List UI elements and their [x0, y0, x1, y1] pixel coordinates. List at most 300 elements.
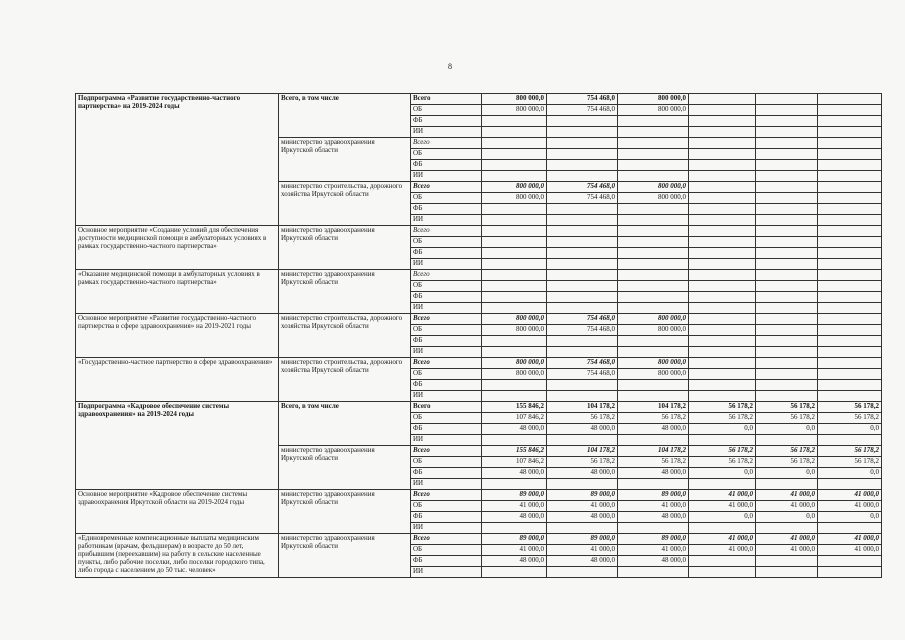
- amount-cell: [618, 336, 689, 347]
- funding-source-cell: Всего: [411, 138, 482, 149]
- funding-source-cell: ФБ: [411, 512, 482, 523]
- amount-cell: [547, 270, 618, 281]
- amount-cell: 56 178,2: [756, 446, 818, 457]
- amount-cell: 41 000,0: [756, 545, 818, 556]
- amount-cell: [618, 138, 689, 149]
- amount-cell: [482, 215, 547, 226]
- amount-cell: [547, 347, 618, 358]
- amount-cell: [482, 138, 547, 149]
- amount-cell: [618, 237, 689, 248]
- amount-cell: [547, 567, 618, 578]
- executor-cell: министерство здравоохранения Иркутской области: [279, 226, 411, 270]
- amount-cell: [818, 380, 882, 391]
- amount-cell: [818, 314, 882, 325]
- amount-cell: [818, 347, 882, 358]
- amount-cell: 41 000,0: [482, 545, 547, 556]
- amount-cell: 0,0: [818, 512, 882, 523]
- amount-cell: 89 000,0: [547, 534, 618, 545]
- amount-cell: 155 846,2: [482, 446, 547, 457]
- amount-cell: [756, 336, 818, 347]
- amount-cell: [756, 138, 818, 149]
- amount-cell: [818, 567, 882, 578]
- amount-cell: [618, 259, 689, 270]
- amount-cell: [482, 270, 547, 281]
- amount-cell: [756, 149, 818, 160]
- amount-cell: [689, 127, 756, 138]
- amount-cell: 48 000,0: [482, 424, 547, 435]
- amount-cell: [756, 105, 818, 116]
- amount-cell: 89 000,0: [618, 490, 689, 501]
- amount-cell: 48 000,0: [618, 556, 689, 567]
- funding-source-cell: ИИ: [411, 303, 482, 314]
- amount-cell: 48 000,0: [482, 468, 547, 479]
- amount-cell: [547, 303, 618, 314]
- funding-source-cell: Всего: [411, 358, 482, 369]
- table-row: [76, 358, 882, 369]
- amount-cell: [482, 226, 547, 237]
- program-name-cell: Подпрограмма «Кадровое обеспечение системы здравоохранения» на 2019-2024 годы: [76, 402, 279, 490]
- executor-cell: министерство строительства, дорожного хозяйства Иркутской области: [279, 358, 411, 402]
- amount-cell: 56 178,2: [689, 457, 756, 468]
- amount-cell: 48 000,0: [482, 512, 547, 523]
- executor-cell: министерство строительства, дорожного хозяйства Иркутской области: [279, 182, 411, 226]
- funding-source-cell: ОБ: [411, 501, 482, 512]
- funding-source-cell: ОБ: [411, 237, 482, 248]
- amount-cell: 754 468,0: [547, 105, 618, 116]
- amount-cell: [618, 204, 689, 215]
- funding-source-cell: ФБ: [411, 556, 482, 567]
- amount-cell: 41 000,0: [482, 501, 547, 512]
- amount-cell: [482, 336, 547, 347]
- amount-cell: [689, 325, 756, 336]
- amount-cell: 754 468,0: [547, 193, 618, 204]
- amount-cell: [818, 127, 882, 138]
- amount-cell: [689, 215, 756, 226]
- amount-cell: 41 000,0: [689, 501, 756, 512]
- amount-cell: 41 000,0: [818, 545, 882, 556]
- amount-cell: [547, 226, 618, 237]
- amount-cell: 48 000,0: [547, 424, 618, 435]
- program-name-cell: «Государственно-частное партнерство в сфере здравоохранения»: [76, 358, 279, 402]
- amount-cell: [818, 204, 882, 215]
- amount-cell: [756, 347, 818, 358]
- amount-cell: [547, 435, 618, 446]
- amount-cell: [482, 292, 547, 303]
- amount-cell: [618, 380, 689, 391]
- amount-cell: 89 000,0: [482, 490, 547, 501]
- amount-cell: [756, 94, 818, 105]
- amount-cell: [689, 171, 756, 182]
- table-row: [76, 402, 882, 413]
- amount-cell: 104 178,2: [547, 402, 618, 413]
- amount-cell: 41 000,0: [689, 534, 756, 545]
- funding-source-cell: ИИ: [411, 215, 482, 226]
- amount-cell: 41 000,0: [547, 501, 618, 512]
- amount-cell: 56 178,2: [818, 457, 882, 468]
- amount-cell: [618, 215, 689, 226]
- amount-cell: 41 000,0: [618, 545, 689, 556]
- amount-cell: [689, 116, 756, 127]
- amount-cell: 0,0: [756, 512, 818, 523]
- amount-cell: 107 846,2: [482, 413, 547, 424]
- amount-cell: [756, 215, 818, 226]
- funding-source-cell: ФБ: [411, 160, 482, 171]
- amount-cell: [482, 149, 547, 160]
- executor-cell: министерство здравоохранения Иркутской области: [279, 270, 411, 314]
- amount-cell: [689, 204, 756, 215]
- funding-source-cell: ИИ: [411, 567, 482, 578]
- amount-cell: 104 178,2: [618, 446, 689, 457]
- amount-cell: [818, 270, 882, 281]
- funding-source-cell: ОБ: [411, 149, 482, 160]
- amount-cell: [547, 380, 618, 391]
- amount-cell: [818, 160, 882, 171]
- amount-cell: [482, 160, 547, 171]
- amount-cell: [756, 259, 818, 270]
- amount-cell: [482, 116, 547, 127]
- amount-cell: [482, 281, 547, 292]
- executor-cell: министерство здравоохранения Иркутской области: [279, 534, 411, 578]
- amount-cell: [547, 215, 618, 226]
- amount-cell: [618, 270, 689, 281]
- amount-cell: [689, 248, 756, 259]
- funding-source-cell: ИИ: [411, 391, 482, 402]
- amount-cell: 800 000,0: [618, 182, 689, 193]
- amount-cell: [818, 182, 882, 193]
- amount-cell: 89 000,0: [482, 534, 547, 545]
- amount-cell: [482, 303, 547, 314]
- amount-cell: [618, 116, 689, 127]
- amount-cell: 800 000,0: [618, 369, 689, 380]
- amount-cell: 56 178,2: [689, 413, 756, 424]
- amount-cell: 56 178,2: [756, 413, 818, 424]
- amount-cell: [756, 292, 818, 303]
- amount-cell: 89 000,0: [618, 534, 689, 545]
- executor-cell: министерство строительства, дорожного хозяйства Иркутской области: [279, 314, 411, 358]
- funding-source-cell: ОБ: [411, 369, 482, 380]
- amount-cell: 800 000,0: [618, 325, 689, 336]
- funding-source-cell: ИИ: [411, 259, 482, 270]
- amount-cell: [482, 479, 547, 490]
- amount-cell: 56 178,2: [756, 457, 818, 468]
- amount-cell: [618, 479, 689, 490]
- amount-cell: [547, 116, 618, 127]
- funding-source-cell: ФБ: [411, 116, 482, 127]
- program-name-cell: «Оказание медицинской помощи в амбулаторных условиях в рамках государственно-частного партнерства»: [76, 270, 279, 314]
- funding-source-cell: ОБ: [411, 281, 482, 292]
- amount-cell: [818, 292, 882, 303]
- amount-cell: 0,0: [756, 468, 818, 479]
- funding-source-cell: Всего: [411, 534, 482, 545]
- funding-source-cell: ОБ: [411, 545, 482, 556]
- amount-cell: 800 000,0: [482, 105, 547, 116]
- funding-source-cell: Всего: [411, 490, 482, 501]
- funding-source-cell: ФБ: [411, 336, 482, 347]
- amount-cell: [547, 336, 618, 347]
- amount-cell: [689, 303, 756, 314]
- amount-cell: 56 178,2: [689, 402, 756, 413]
- amount-cell: [689, 358, 756, 369]
- amount-cell: [756, 303, 818, 314]
- amount-cell: [756, 270, 818, 281]
- amount-cell: [818, 325, 882, 336]
- amount-cell: [756, 369, 818, 380]
- amount-cell: [482, 237, 547, 248]
- funding-source-cell: ФБ: [411, 468, 482, 479]
- amount-cell: [482, 259, 547, 270]
- amount-cell: [756, 314, 818, 325]
- table-row: [76, 226, 882, 237]
- amount-cell: 800 000,0: [482, 369, 547, 380]
- amount-cell: [818, 435, 882, 446]
- amount-cell: 56 178,2: [818, 413, 882, 424]
- amount-cell: [689, 259, 756, 270]
- funding-source-cell: ФБ: [411, 248, 482, 259]
- amount-cell: [547, 259, 618, 270]
- funding-source-cell: ИИ: [411, 127, 482, 138]
- amount-cell: [818, 193, 882, 204]
- amount-cell: [482, 523, 547, 534]
- program-name-cell: «Единовременные компенсационные выплаты медицинским работникам (врачам, фельдшерам) в возрасте до 50 лет, прибывшим (переехавшим) на работу в сельские населенные пункты, либо рабочие поселки, либо поселки городского типа, либо города с населением до 50 тыс. человек»: [76, 534, 279, 578]
- amount-cell: 754 468,0: [547, 182, 618, 193]
- amount-cell: 800 000,0: [618, 105, 689, 116]
- amount-cell: [547, 149, 618, 160]
- amount-cell: 48 000,0: [618, 424, 689, 435]
- amount-cell: 800 000,0: [618, 193, 689, 204]
- funding-source-cell: Всего: [411, 402, 482, 413]
- amount-cell: [618, 171, 689, 182]
- funding-source-cell: ОБ: [411, 325, 482, 336]
- executor-cell: министерство здравоохранения Иркутской области: [279, 490, 411, 534]
- amount-cell: [818, 237, 882, 248]
- amount-cell: [689, 567, 756, 578]
- amount-cell: [689, 435, 756, 446]
- table-row: [76, 490, 882, 501]
- amount-cell: [618, 127, 689, 138]
- funding-source-cell: ИИ: [411, 171, 482, 182]
- funding-table: [75, 93, 882, 578]
- amount-cell: [756, 380, 818, 391]
- amount-cell: 0,0: [818, 424, 882, 435]
- amount-cell: [547, 160, 618, 171]
- amount-cell: [547, 292, 618, 303]
- amount-cell: 41 000,0: [818, 534, 882, 545]
- amount-cell: [689, 369, 756, 380]
- funding-source-cell: ИИ: [411, 523, 482, 534]
- amount-cell: [756, 248, 818, 259]
- amount-cell: [689, 281, 756, 292]
- amount-cell: [689, 380, 756, 391]
- amount-cell: 754 468,0: [547, 314, 618, 325]
- funding-source-cell: ФБ: [411, 292, 482, 303]
- amount-cell: [482, 391, 547, 402]
- amount-cell: [756, 182, 818, 193]
- amount-cell: [482, 127, 547, 138]
- amount-cell: [547, 281, 618, 292]
- amount-cell: [689, 336, 756, 347]
- amount-cell: [818, 391, 882, 402]
- program-name-cell: Основное мероприятие «Создание условий для обеспечения доступности медицинской помощи в амбулаторных условиях в рамках государственно-частного партнерства»: [76, 226, 279, 270]
- amount-cell: [482, 204, 547, 215]
- amount-cell: 800 000,0: [482, 325, 547, 336]
- funding-source-cell: Всего: [411, 182, 482, 193]
- amount-cell: [689, 160, 756, 171]
- amount-cell: [756, 567, 818, 578]
- program-name-cell: Подпрограмма «Развитие государственно-частного партнерства» на 2019-2024 годы: [76, 94, 279, 226]
- amount-cell: [618, 292, 689, 303]
- amount-cell: [547, 237, 618, 248]
- amount-cell: 800 000,0: [482, 94, 547, 105]
- amount-cell: [547, 391, 618, 402]
- amount-cell: 41 000,0: [689, 490, 756, 501]
- amount-cell: [689, 347, 756, 358]
- amount-cell: [689, 314, 756, 325]
- funding-source-cell: ИИ: [411, 347, 482, 358]
- amount-cell: [818, 303, 882, 314]
- funding-source-cell: ФБ: [411, 204, 482, 215]
- amount-cell: [818, 479, 882, 490]
- amount-cell: 754 468,0: [547, 369, 618, 380]
- amount-cell: 48 000,0: [547, 556, 618, 567]
- amount-cell: [756, 193, 818, 204]
- amount-cell: [482, 347, 547, 358]
- amount-cell: [618, 149, 689, 160]
- amount-cell: [756, 479, 818, 490]
- amount-cell: 41 000,0: [756, 534, 818, 545]
- amount-cell: [547, 171, 618, 182]
- amount-cell: 48 000,0: [618, 512, 689, 523]
- amount-cell: 56 178,2: [689, 446, 756, 457]
- amount-cell: 104 178,2: [618, 402, 689, 413]
- amount-cell: [618, 523, 689, 534]
- amount-cell: [756, 160, 818, 171]
- amount-cell: [818, 281, 882, 292]
- amount-cell: 48 000,0: [547, 468, 618, 479]
- amount-cell: 800 000,0: [482, 182, 547, 193]
- amount-cell: [689, 556, 756, 567]
- amount-cell: [618, 391, 689, 402]
- amount-cell: [756, 556, 818, 567]
- amount-cell: 155 846,2: [482, 402, 547, 413]
- funding-source-cell: Всего: [411, 94, 482, 105]
- funding-source-cell: ОБ: [411, 105, 482, 116]
- amount-cell: [818, 105, 882, 116]
- amount-cell: 48 000,0: [618, 468, 689, 479]
- amount-cell: 800 000,0: [482, 193, 547, 204]
- funding-source-cell: ОБ: [411, 457, 482, 468]
- amount-cell: 800 000,0: [618, 314, 689, 325]
- amount-cell: [756, 325, 818, 336]
- funding-source-cell: ФБ: [411, 380, 482, 391]
- amount-cell: [756, 281, 818, 292]
- amount-cell: [818, 556, 882, 567]
- amount-cell: [818, 226, 882, 237]
- amount-cell: [689, 149, 756, 160]
- amount-cell: [618, 248, 689, 259]
- amount-cell: [618, 226, 689, 237]
- executor-cell: министерство здравоохранения Иркутской области: [279, 138, 411, 182]
- amount-cell: [756, 226, 818, 237]
- amount-cell: [547, 248, 618, 259]
- amount-cell: [482, 248, 547, 259]
- amount-cell: [818, 94, 882, 105]
- amount-cell: [618, 435, 689, 446]
- amount-cell: 0,0: [689, 468, 756, 479]
- amount-cell: 41 000,0: [618, 501, 689, 512]
- amount-cell: 800 000,0: [618, 358, 689, 369]
- amount-cell: 0,0: [756, 424, 818, 435]
- amount-cell: 56 178,2: [547, 413, 618, 424]
- amount-cell: [818, 171, 882, 182]
- amount-cell: [689, 292, 756, 303]
- amount-cell: [547, 138, 618, 149]
- amount-cell: 41 000,0: [547, 545, 618, 556]
- amount-cell: [547, 204, 618, 215]
- program-name-cell: Основное мероприятие «Развитие государственно-частного партнерства в сфере здравоохранения» на 2019-2021 годы: [76, 314, 279, 358]
- amount-cell: [547, 523, 618, 534]
- amount-cell: [482, 567, 547, 578]
- amount-cell: 0,0: [689, 424, 756, 435]
- executor-cell: Всего, в том числе: [279, 94, 411, 138]
- amount-cell: 0,0: [689, 512, 756, 523]
- amount-cell: 89 000,0: [547, 490, 618, 501]
- amount-cell: [618, 281, 689, 292]
- amount-cell: [818, 116, 882, 127]
- funding-source-cell: ФБ: [411, 424, 482, 435]
- amount-cell: [689, 105, 756, 116]
- amount-cell: 41 000,0: [756, 490, 818, 501]
- amount-cell: [689, 270, 756, 281]
- amount-cell: [618, 347, 689, 358]
- amount-cell: [756, 116, 818, 127]
- table-row: [76, 314, 882, 325]
- table-row: [76, 270, 882, 281]
- funding-source-cell: ОБ: [411, 193, 482, 204]
- funding-source-cell: Всего: [411, 226, 482, 237]
- amount-cell: [547, 479, 618, 490]
- page-number: 8: [448, 62, 452, 71]
- amount-cell: [689, 479, 756, 490]
- amount-cell: [818, 248, 882, 259]
- amount-cell: 41 000,0: [756, 501, 818, 512]
- amount-cell: [756, 358, 818, 369]
- amount-cell: [818, 336, 882, 347]
- amount-cell: [482, 435, 547, 446]
- amount-cell: 48 000,0: [547, 512, 618, 523]
- amount-cell: [547, 127, 618, 138]
- amount-cell: 56 178,2: [547, 457, 618, 468]
- funding-source-cell: Всего: [411, 314, 482, 325]
- amount-cell: 754 468,0: [547, 358, 618, 369]
- amount-cell: 107 846,2: [482, 457, 547, 468]
- amount-cell: [482, 171, 547, 182]
- amount-cell: 800 000,0: [482, 358, 547, 369]
- amount-cell: [689, 138, 756, 149]
- funding-source-cell: Всего: [411, 270, 482, 281]
- amount-cell: [689, 182, 756, 193]
- amount-cell: [689, 391, 756, 402]
- table-row: [76, 94, 882, 105]
- amount-cell: 800 000,0: [618, 94, 689, 105]
- amount-cell: [618, 303, 689, 314]
- funding-source-cell: Всего: [411, 446, 482, 457]
- amount-cell: 41 000,0: [818, 501, 882, 512]
- amount-cell: 56 178,2: [818, 402, 882, 413]
- amount-cell: 56 178,2: [818, 446, 882, 457]
- funding-source-cell: ОБ: [411, 413, 482, 424]
- amount-cell: [818, 358, 882, 369]
- amount-cell: 754 468,0: [547, 325, 618, 336]
